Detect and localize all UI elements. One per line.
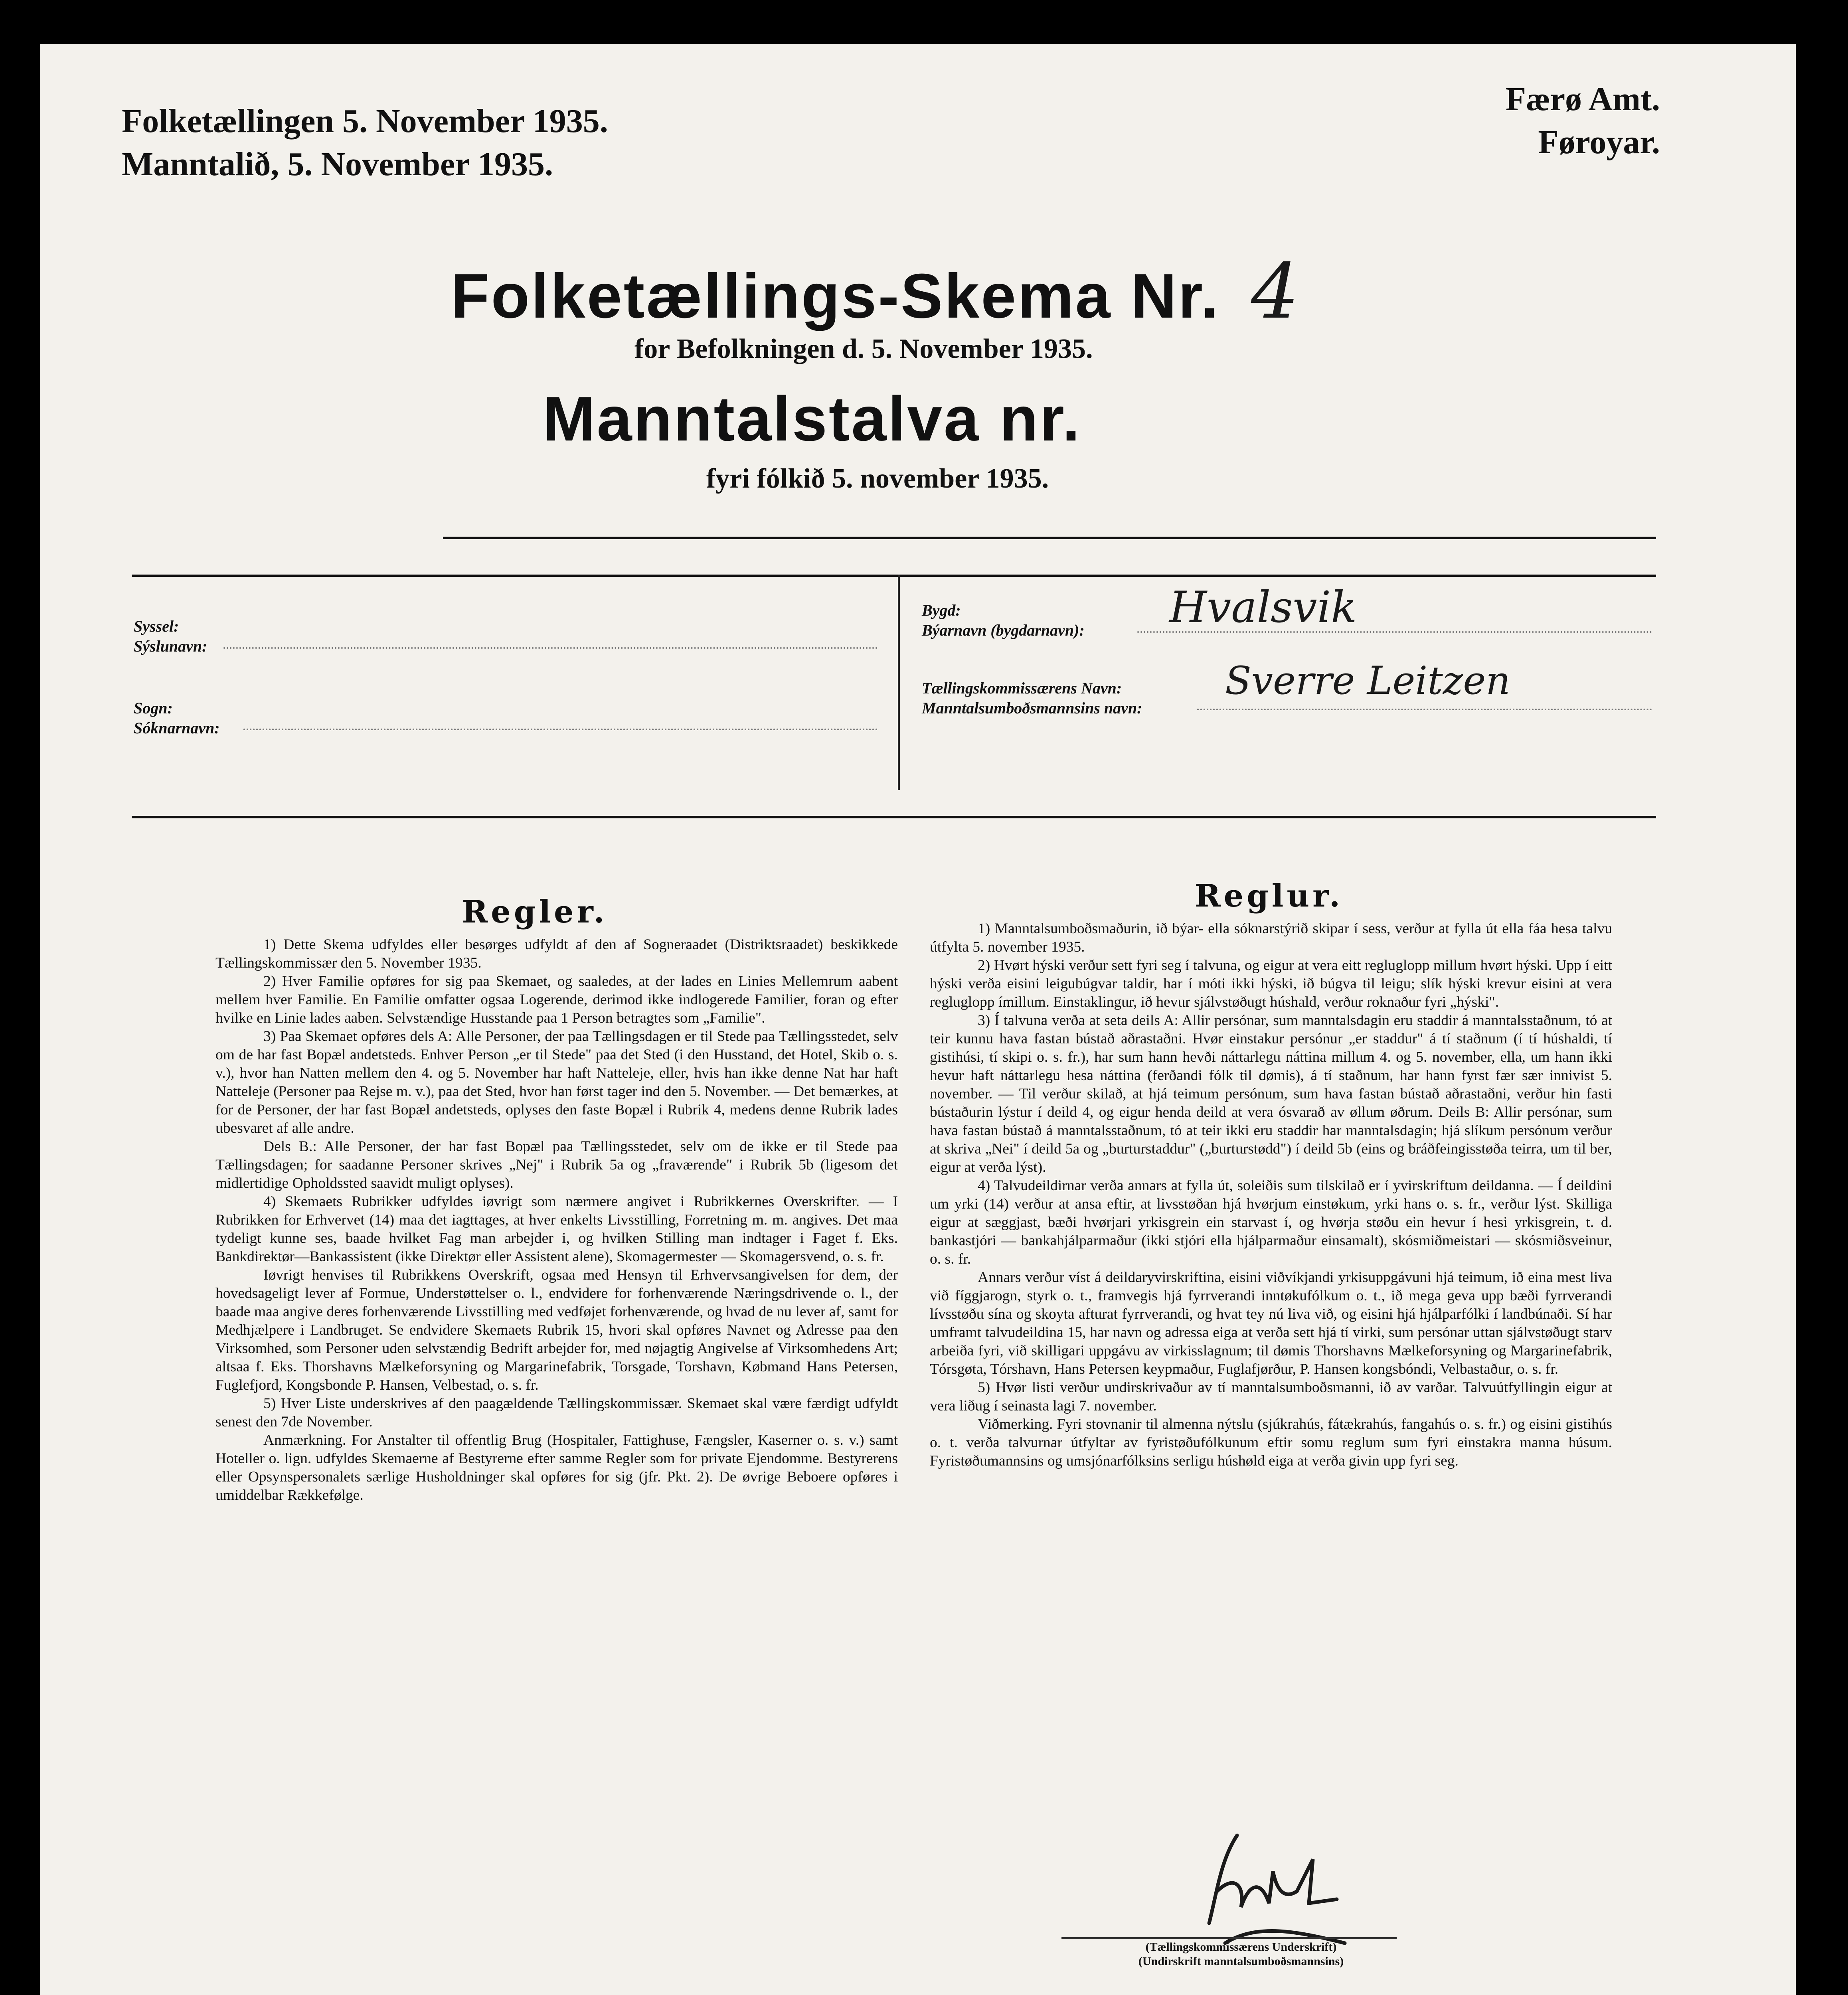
signature-line <box>1061 1937 1397 1939</box>
top-rule-2 <box>132 575 1656 577</box>
reglur-paragraph: 2) Hvørt hýski verður sett fyri seg í talvuna, og eigur at vera eitt regluglopp millum hvørt hýski. Upp í eitt hýski verða eisini leigubúgvar taldir, har í móti ikki hýski, ið búgva til leigu; slík hýski krevur eisini at vera regluglopp ímillum. Einstaklingur, ið hevur sjálvstøðugt húshald, verður roknaður fyri „hýski". <box>930 957 1612 1010</box>
reglur-paragraph: 5) Hvør listi verður undirskrivaður av tí manntalsumboðsmanni, ið av varðar. Talvuútfyllingin eigur at vera liðug í seinasta lagi 7. november. <box>930 1379 1612 1414</box>
sogn-label-group <box>134 698 253 738</box>
manntalsumbodsmann-label: Manntalsumboðsmannsins navn: <box>922 699 1142 717</box>
header-left-line1: Folketællingen 5. November 1935. <box>122 103 608 140</box>
kommissaer-label: Tællingskommissærens Navn: <box>922 679 1122 697</box>
header-right <box>1437 78 1660 164</box>
regler-paragraph: Dels B.: Alle Personer, der har fast Bopæl paa Tællingsstedet, selv om de ikke er til Stede paa Tællingsdagen; for saadanne Personer skrives „Nej" i Rubrik 5a og „fraværende" i Rubrik 5b (ligesom det midlertidige Opholdssted saavidt muligt oplyses). <box>215 1138 898 1191</box>
form-title-faroese: Manntalstalva nr. <box>543 384 1081 454</box>
bygd-label-group <box>922 600 1145 640</box>
signature-label-faroese: (Undirskrift manntalsumboðsmannsins) <box>1138 1955 1344 1968</box>
regler-paragraph: 2) Hver Familie opføres for sig paa Skemaet, og saaledes, at der lades en Linies Mellemrum aabent mellem hver Familie. En Familie omfatter ogsaa Logerende, derimod ikke indlogerede Familier, foran og efter hvilke en Linie lades aaben. Selvstændige Husstande paa 1 Person betragtes som „Familie". <box>215 973 898 1026</box>
reglur-paragraph: Viðmerking. Fyri stovnanir til almenna nýtslu (sjúkrahús, fátækrahús, fangahús o. s. fr.) og eisini gistihús o. t. verða talvurnar útfyltar av fyristøðufólkunum eftir somu reglum sum fyri einstakra manna húsum. Fyristøðumannsins og umsjónarfólksins serligu húshøld eiga at verða givin upp fyri seg. <box>930 1416 1612 1469</box>
signature-label-danish: (Tællingskommissærens Underskrift) <box>1145 1940 1337 1954</box>
top-rule-1 <box>443 537 1656 539</box>
form-subtitle: for Befolkningen d. 5. November 1935. <box>634 334 1093 364</box>
kommissaer-field[interactable] <box>1197 709 1652 710</box>
regler-paragraph: Iøvrigt henvises til Rubrikkens Overskrift, ogsaa med Hensyn til Erhvervsangivelsen for dem, der hovedsageligt lever af Formue, Understøttelser o. l., endvidere for forhenværende Næringsdrivende o. l., der baade maa angive deres forhenværende Livsstilling med vedføjet forhenværende, og hvad de nu lever af, samt for Medhjælpere i Landbruget. Se endvidere Skemaets Rubrik 15, hvori skal opføres Navnet og Adresse paa den Virksomhed, som Personer uden selvstændig Bedrift arbejder for, med nøjagtig Angivelse af Virksomhedens Art; altsaa f. Eks. Thorshavns Mælkeforsyning og Margarinefabrik, Torsgade, Torshavn, Købmand Hans Petersen, Fuglefjord, Kongsbonde P. Hansen, Velbestad, o. s. fr. <box>215 1267 898 1393</box>
bottom-rule <box>132 816 1656 818</box>
field-divider <box>898 575 900 790</box>
syssel-field[interactable] <box>223 647 878 649</box>
header-left <box>122 100 800 186</box>
regler-heading: Regler. <box>462 894 608 930</box>
header-right-line2: Føroyar. <box>1538 124 1660 161</box>
syssel-label-group <box>134 616 253 656</box>
form-title <box>451 247 1329 336</box>
bygd-handwritten: Hvalsvik <box>1169 583 1357 632</box>
header-left-line2: Manntalið, 5. November 1935. <box>122 146 553 183</box>
kommissaer-label-group <box>922 678 1209 718</box>
syslunavn-label: Sýslunavn: <box>134 637 208 655</box>
reglur-paragraph: 1) Manntalsumboðsmaðurin, ið býar- ella sóknarstýrið skipar í sess, verður at fylla út ella fáa hesa talvu útfylta 5. november 1935. <box>930 920 1612 955</box>
soknarnavn-label: Sóknarnavn: <box>134 719 220 737</box>
regler-text <box>215 936 898 1505</box>
reglur-paragraph: Annars verður víst á deildaryvirskriftina, eisini viðvíkjandi yrkisuppgávuni hjá teimum, ið eina mest liva við fíggjarogn, styrk o. t., framvegis hjá fyrrverandi inntøkufólkum o. t., ið mega geva upp bæði fyrrverandi lívsstøðu sína og skoyta afturat fyrrverandi, og hvat tey nú liva við, og eisini hjá hjálparfólki í landbúnaði. Sí har umframt talvudeildina 15, har navn og adressa eiga at verða sett hjá tí virki, sum persónar uttan sjálvstøðugt starv arbeiða fyri, við skilligari uppgávu av virkisslagnum; til dømis Thorshavns Mælkeforsyning og Margarinefabrik, Tórsgøta, Tórshavn, Hans Petersen keypmaður, Fuglafjørður, P. Hansen kongsbóndi, Velbastaður, o. s. fr. <box>930 1269 1612 1377</box>
regler-paragraph: Anmærkning. For Anstalter til offentlig Brug (Hospitaler, Fattighuse, Fængsler, Kaserner o. s. v.) samt Hoteller o. lign. udfyldes Skemaerne af Bestyrerne efter samme Regler som for private Ejendomme. Bestyrerens eller Opsynspersonalets særlige Husholdninger skal opføres for sig (jfr. Pkt. 2). De øvrige Beboere opføres i umiddelbar Rækkefølge. <box>215 1432 898 1503</box>
regler-paragraph: 4) Skemaets Rubrikker udfyldes iøvrigt som nærmere angivet i Rubrikkernes Overskrifter. — I Rubrikken for Erhvervet (14) maa det iagttages, at hver enkelts Livsstilling, Forretning m. m. angives. Det maa tydeligt kunne ses, baade hvilket Fag man arbejder i, og hvilken Stilling man indtager i Faget f. Eks. Bankdirektør—Bankassistent (ikke Direktør eller Assistent alene), Skomagermester — Skomagersvend, o. s. fr. <box>215 1193 898 1265</box>
kommissaer-handwritten: Sverre Leitzen <box>1225 658 1510 703</box>
bygd-label: Bygd: <box>922 601 961 619</box>
regler-paragraph: 1) Dette Skema udfyldes eller besørges udfyldt af den af Sogneraadet (Distriktsraadet) beskikkede Tællingskommissær den 5. November 1935. <box>215 936 898 971</box>
form-number-handwritten: 4 <box>1251 247 1301 336</box>
reglur-text <box>930 920 1612 1470</box>
regler-paragraph: 5) Hver Liste underskrives af den paagældende Tællingskommissær. Skemaet skal være færdigt udfyldt senest den 7de November. <box>215 1395 898 1430</box>
form-title-main: Folketællings-Skema Nr. <box>451 261 1220 331</box>
regler-paragraph: 3) Paa Skemaet opføres dels A: Alle Personer, der paa Tællingsdagen er til Stede paa Tællingsstedet, selv om de har fast Bopæl andetsteds. Enhver Person „er til Stede" paa det Sted (i den Husstand, det Hotel, Skib o. s. v.), hvor han Natten mellem den 4. og 5. November har haft Natteleje, eller, hvis han ikke denne Nat har haft Natteleje (Personer paa Rejse m. v.), paa det Sted, hvor han først tager ind den 5. November. — Det bemærkes, at for de Personer, der har fast Bopæl andetsteds, oplyses den faste Bopæl i Rubrik 4, medens denne Rubrik lades ubesvaret af alle andre. <box>215 1028 898 1136</box>
sogn-field[interactable] <box>243 729 878 730</box>
form-subtitle-faroese: fyri fólkið 5. november 1935. <box>706 463 1049 494</box>
reglur-paragraph: 4) Talvudeildirnar verða annars at fylla út, soleiðis sum tilskilað er í yvirskriftum deildanna. — Í deildini um yrki (14) verður at ansa eftir, at livsstøðan hjá hvørjum einstøkum, yrki hans o. s. fr., verður lýst. Skilliga eigur at sæggjast, bæði hvørjari yrkisgrein ein starvast í, og hvørja støðu ein hevur í hesi yrkisgrein, t. d. bankastjóri — bankahjálparmaður (ikki stjóri ella hjálparmaður einsamalt), skósmiðmeistari — skósmiðsveinur, o. s. fr. <box>930 1177 1612 1267</box>
byarnavn-label: Býarnavn (bygdarnavn): <box>922 621 1085 639</box>
sogn-label: Sogn: <box>134 699 173 717</box>
header-right-line1: Færø Amt. <box>1505 81 1660 118</box>
reglur-heading: Reglur. <box>1194 878 1344 914</box>
signature-labels <box>1077 1940 1405 1969</box>
reglur-paragraph: 3) Í talvuna verða at seta deils A: Allir persónar, sum manntalsdagin eru staddir á manntalsstaðnum, tó at teir kunnu hava fastan bústað aðrastaðni. Hvør einstakur persónur „er staddur" á tí staðnum (í tí húshaldi, tí gistihúsi, tí skipi o. s. fr.), har sum hann hevði náttarlegu náttina millum 4. og 5. november, ella, um hann ikki hevur haft náttarlegu hesa náttina (ferðandi fólk til dømis), á tí staðnum, har hann fyrst fær sær innivist 5. november. — Til verður skilað, at hjá teimum persónum, sum hava fastan bústað aðrastaðni, verður hin fasti bústaðurin lýstur í deild 4, og eigur henda deild at vera ósvarað av øllum øðrum. Deils B: Allir persónar, sum hava fastan bústað á manntalsstaðnum, tó at teir ikki eru staddir har manntalsdagin; hjá slíkum persónum verður at skriva „Nei" í deild 5a og „burturstaddur" („burturstødd") í deild 5b (eins og bráðfeingisstøða teirra, um til ber, eigur at verða lýst). <box>930 1012 1612 1175</box>
syssel-label: Syssel: <box>134 617 179 635</box>
